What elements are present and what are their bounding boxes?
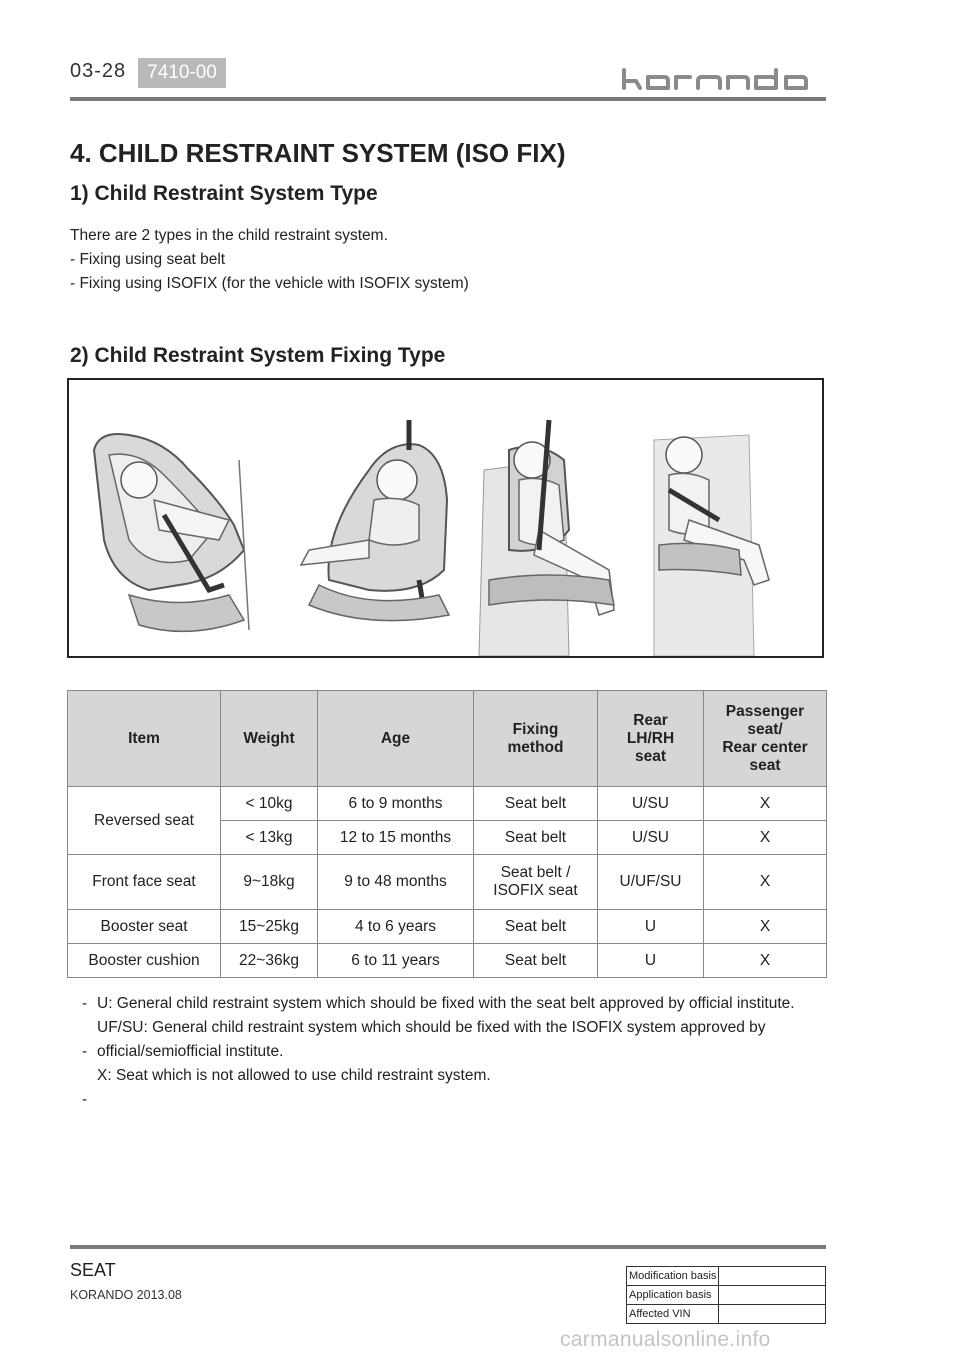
note-text: official/semiofficial institute. <box>97 1043 284 1060</box>
modification-basis-label: Modification basis <box>627 1267 719 1286</box>
cell-weight: 15~25kg <box>221 910 318 944</box>
cell-fixing: Seat belt <box>474 944 598 978</box>
table-row <box>627 1305 826 1324</box>
intro-line: - Fixing using ISOFIX (for the vehicle with ISOFIX system) <box>70 275 469 292</box>
front-face-seat-drawing <box>301 420 449 621</box>
section-heading-fixing: 2) Child Restraint System Fixing Type <box>70 344 446 367</box>
table-row <box>68 787 827 821</box>
table-row <box>68 944 827 978</box>
note-u <box>80 992 840 1016</box>
cell-weight: 22~36kg <box>221 944 318 978</box>
table-row <box>627 1267 826 1286</box>
page-title: 4. CHILD RESTRAINT SYSTEM (ISO FIX) <box>70 138 566 168</box>
note-x <box>80 1064 840 1088</box>
cell-age: 6 to 11 years <box>318 944 474 978</box>
intro-line: There are 2 types in the child restraint system. <box>70 227 388 244</box>
booster-cushion-drawing <box>654 435 769 656</box>
child-seat-illustration <box>67 378 824 658</box>
cell-age: 12 to 15 months <box>318 821 474 855</box>
note-dash: - <box>82 1091 88 1108</box>
modification-basis-value <box>719 1267 826 1286</box>
header-item: Item <box>68 691 221 787</box>
affected-vin-label: Affected VIN <box>627 1305 719 1324</box>
cell-fixing: Seat belt / ISOFIX seat <box>474 855 598 910</box>
cell-item: Booster cushion <box>68 944 221 978</box>
note-dash: - <box>82 995 88 1012</box>
modification-table <box>626 1266 826 1324</box>
note-empty <box>80 1088 840 1112</box>
note-text: UF/SU: General child restraint system which should be fixed with the ISOFIX system approved by <box>97 1019 766 1036</box>
header-fixing-method: Fixing method <box>474 691 598 787</box>
cell-rear: U/UF/SU <box>598 855 704 910</box>
cell-passenger: X <box>704 787 827 821</box>
header-passenger-seat: Passenger seat/ Rear center seat <box>704 691 827 787</box>
affected-vin-value <box>719 1305 826 1324</box>
korando-logo <box>620 68 828 90</box>
table-row <box>627 1286 826 1305</box>
cell-rear: U/SU <box>598 787 704 821</box>
footer-rule <box>70 1245 826 1249</box>
footer-model: KORANDO 2013.08 <box>70 1288 182 1302</box>
table-row <box>68 855 827 910</box>
cell-weight: 9~18kg <box>221 855 318 910</box>
note-text: X: Seat which is not allowed to use child restraint system. <box>97 1067 491 1084</box>
cell-passenger: X <box>704 910 827 944</box>
header-rule <box>70 97 826 101</box>
intro-text <box>70 224 469 296</box>
cell-passenger: X <box>704 944 827 978</box>
section-heading-type: 1) Child Restraint System Type <box>70 182 378 205</box>
cell-fixing: Seat belt <box>474 910 598 944</box>
cell-rear: U <box>598 944 704 978</box>
cell-age: 6 to 9 months <box>318 787 474 821</box>
child-seat-drawings <box>69 380 822 656</box>
cell-item: Front face seat <box>68 855 221 910</box>
footer-section-name: SEAT <box>70 1260 116 1280</box>
note-text: U: General child restraint system which should be fixed with the seat belt approved by official institute. <box>97 995 795 1012</box>
section-code-badge: 7410-00 <box>138 58 226 88</box>
application-basis-value <box>719 1286 826 1305</box>
cell-weight: < 10kg <box>221 787 318 821</box>
header-age: Age <box>318 691 474 787</box>
note-uf-su <box>80 1016 840 1064</box>
cell-passenger: X <box>704 855 827 910</box>
cell-rear: U/SU <box>598 821 704 855</box>
child-restraint-table <box>67 690 827 978</box>
watermark: carmanualsonline.info <box>560 1328 771 1351</box>
table-header-row <box>68 691 827 787</box>
cell-rear: U <box>598 910 704 944</box>
intro-line: - Fixing using seat belt <box>70 251 226 268</box>
reversed-seat-drawing <box>94 434 249 631</box>
cell-item: Reversed seat <box>68 787 221 855</box>
cell-weight: < 13kg <box>221 821 318 855</box>
cell-age: 9 to 48 months <box>318 855 474 910</box>
note-dash: - <box>82 1043 88 1060</box>
page-number: 03-28 <box>70 60 127 82</box>
header-rear-seat: Rear LH/RH seat <box>598 691 704 787</box>
table-notes <box>80 992 840 1112</box>
cell-passenger: X <box>704 821 827 855</box>
cell-fixing: Seat belt <box>474 821 598 855</box>
table-row <box>68 910 827 944</box>
header-weight: Weight <box>221 691 318 787</box>
cell-fixing: Seat belt <box>474 787 598 821</box>
cell-item: Booster seat <box>68 910 221 944</box>
cell-age: 4 to 6 years <box>318 910 474 944</box>
booster-seat-drawing <box>479 420 614 656</box>
application-basis-label: Application basis <box>627 1286 719 1305</box>
